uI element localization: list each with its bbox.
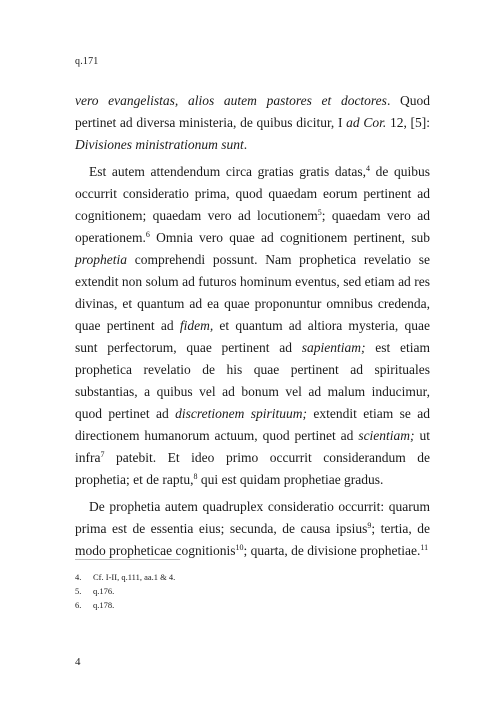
text-run: . bbox=[243, 137, 248, 152]
footnote-ref: 11 bbox=[420, 543, 429, 552]
footnote-ref: 5 bbox=[317, 208, 322, 217]
footnote-divider bbox=[75, 559, 180, 560]
footnote bbox=[75, 598, 175, 612]
text-run: ut infra bbox=[75, 428, 430, 465]
text-run: De prophetia autem quadruplex consideratio occurrit: quarum prima est de essentia eius; secunda, de causa ipsius bbox=[75, 499, 430, 536]
text-run: Omnia vero quae ad cognitionem pertinent, sub bbox=[149, 230, 430, 245]
italic-text: vero evangelistas, alios autem pastores et doctores bbox=[75, 93, 387, 108]
footnote-ref: 4 bbox=[366, 164, 371, 173]
footnote-ref: 7 bbox=[100, 450, 105, 459]
text-run: 12, [5]: bbox=[386, 115, 430, 130]
footnote-ref: 9 bbox=[367, 521, 372, 530]
text-run: et quantum ad altiora mysteria, quae sunt perfectorum, quae pertinent ad bbox=[75, 318, 430, 355]
footnote bbox=[75, 584, 175, 598]
italic-text: fidem, bbox=[179, 318, 214, 333]
body-paragraph bbox=[75, 90, 430, 156]
footnotes bbox=[75, 570, 175, 612]
italic-text: sapientiam; bbox=[301, 340, 366, 355]
text-run: ; quarta, de divisione prophetiae. bbox=[243, 543, 421, 558]
footnote-ref: 6 bbox=[145, 230, 150, 239]
text-run: qui est quidam prophetiae gradus. bbox=[197, 472, 384, 487]
text-run: comprehendi possunt. Nam prophetica revelatio se extendit non solum ad futuros hominum eventus, sed etiam ad res divinas, et quantum ad ea quae proponuntur omnibus credenda, quae pertinent ad bbox=[75, 252, 430, 333]
body-text bbox=[75, 90, 430, 567]
text-run: ; quaedam vero ad operationem. bbox=[75, 208, 430, 245]
italic-text: discretionem spirituum; bbox=[175, 406, 307, 421]
text-run: extendit etiam se ad directionem humanorum actuum, quod pertinet ad bbox=[75, 406, 430, 443]
footnote-text: q.178. bbox=[93, 600, 115, 610]
text-run: est etiam prophetica revelatio de his quae pertinent ad spirituales substantias, a quibus vel ad bonum vel ad malum inducimur, quod pertinet ad bbox=[75, 340, 431, 421]
footnote-number: 5. bbox=[75, 586, 82, 596]
italic-text: Divisiones ministrationum sunt bbox=[75, 137, 244, 152]
text-run: Est autem attendendum circa gratias gratis datas, bbox=[89, 164, 367, 179]
body-paragraph bbox=[75, 161, 430, 491]
text-run: de quibus occurrit consideratio prima, quod quaedam eorum pertinent ad cognitionem; quaedam vero ad locutionem bbox=[75, 164, 431, 223]
body-paragraph bbox=[75, 496, 430, 562]
footnote-ref: 10 bbox=[235, 543, 244, 552]
footnote-number: 6. bbox=[75, 600, 82, 610]
text-run: ; tertia, de modo propheticae cognitionis bbox=[75, 521, 430, 558]
page-number: 4 bbox=[75, 656, 81, 668]
footnote-ref: 8 bbox=[193, 472, 198, 481]
footnote bbox=[75, 570, 175, 584]
italic-text: scientiam; bbox=[358, 428, 415, 443]
running-header: q.171 bbox=[75, 56, 99, 67]
italic-text: prophetia bbox=[75, 252, 127, 267]
italic-text: ad Cor. bbox=[346, 115, 387, 130]
footnote-text: Cf. I-II, q.111, aa.1 & 4. bbox=[93, 572, 176, 582]
footnote-text: q.176. bbox=[93, 586, 115, 596]
footnote-number: 4. bbox=[75, 572, 82, 582]
text-run: patebit. Et ideo primo occurrit considerandum de prophetia; et de raptu, bbox=[75, 450, 430, 487]
text-run: . Quod pertinet ad diversa ministeria, de quibus dicitur, I bbox=[75, 93, 430, 130]
